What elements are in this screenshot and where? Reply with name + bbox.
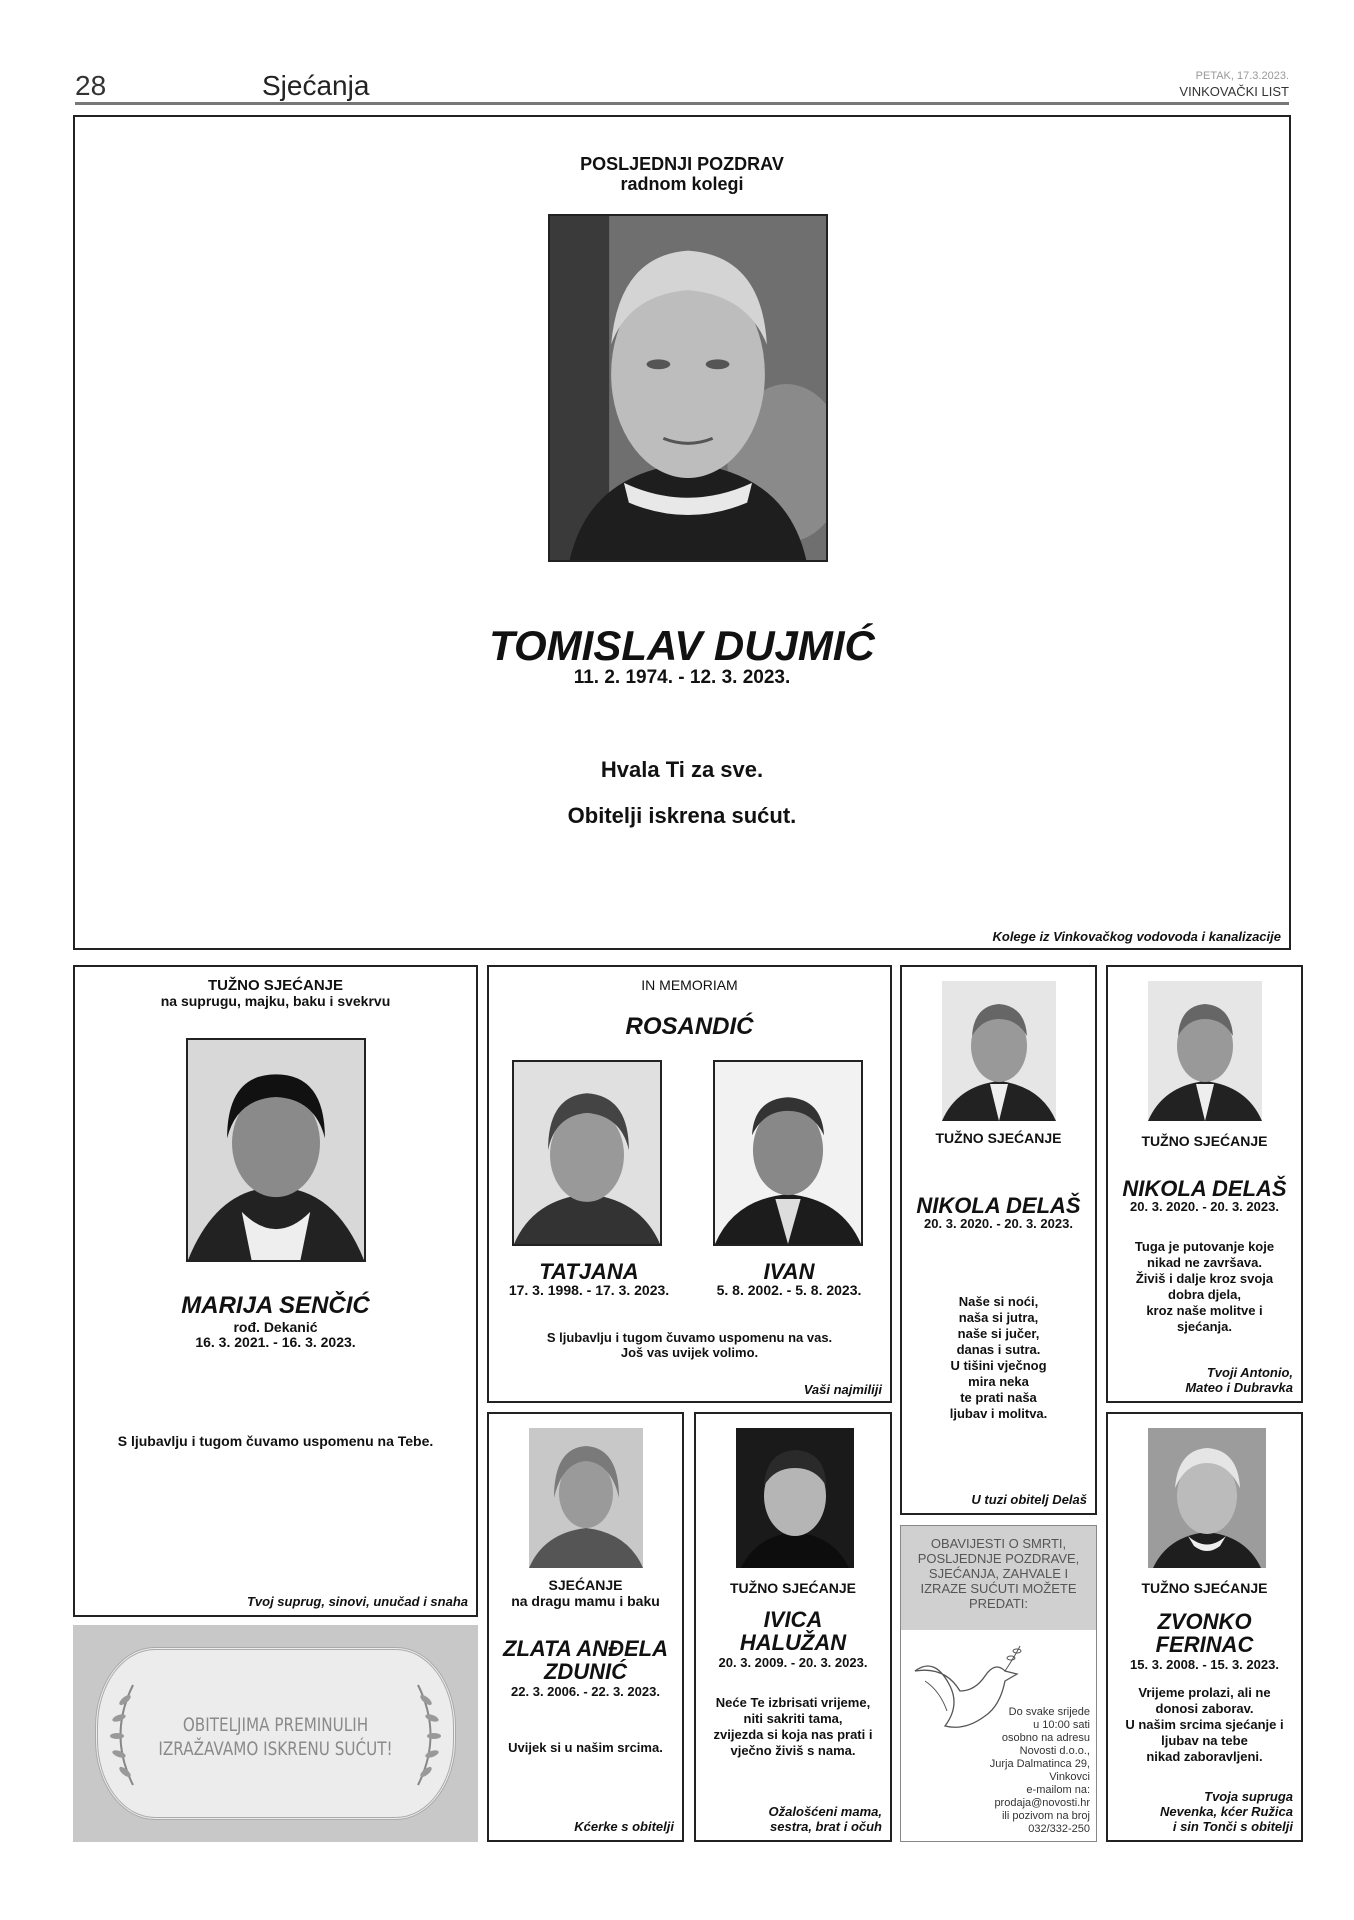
page-number: 28 bbox=[75, 70, 107, 101]
person2-name: IVAN bbox=[763, 1259, 815, 1284]
portrait-photo-tatjana bbox=[512, 1060, 662, 1246]
signature-line: Nevenka, kćer Ružica bbox=[1160, 1804, 1293, 1819]
deceased-name: NIKOLA DELAŠ bbox=[1122, 1176, 1287, 1201]
ad-body-line: ili pozivom na broj bbox=[1001, 1810, 1090, 1822]
poem-line: naša si jutra, bbox=[958, 1310, 1039, 1325]
person2-dates: 5. 8. 2002. - 5. 8. 2023. bbox=[716, 1282, 862, 1298]
notice-title: TUŽNO SJEĆANJE bbox=[729, 1580, 857, 1596]
header-rule bbox=[75, 102, 1289, 105]
ad-heading-line: PREDATI: bbox=[969, 1596, 1028, 1611]
life-dates: 22. 3. 2006. - 22. 3. 2023. bbox=[511, 1684, 660, 1699]
deceased-name: MARIJA SENČIĆ bbox=[181, 1292, 370, 1319]
obituary-zlata bbox=[487, 1412, 684, 1842]
poem-line: Tuga je putovanje koje bbox=[1134, 1239, 1275, 1254]
obituary-rosandic bbox=[487, 965, 892, 1403]
poem-line: vječno živiš s nama. bbox=[730, 1743, 856, 1758]
ad-body bbox=[990, 1706, 1090, 1836]
ad-heading-line: IZRAZE SUĆUTI MOŽETE bbox=[920, 1581, 1077, 1596]
ad-heading-line: POSLJEDNJE POZDRAVE, bbox=[917, 1551, 1080, 1566]
section-title: Sjećanja bbox=[262, 70, 370, 101]
life-dates: 20. 3. 2020. - 20. 3. 2023. bbox=[1130, 1199, 1279, 1214]
poem-line: kroz naše molitve i bbox=[1146, 1303, 1263, 1318]
poem-line: U našim srcima sjećanje i bbox=[1125, 1717, 1284, 1732]
condolence-banner bbox=[73, 1625, 478, 1842]
notice-title: IN MEMORIAM bbox=[641, 977, 738, 993]
memorial-text-line2: Još vas uvijek volimo. bbox=[620, 1345, 759, 1360]
memorial-poem bbox=[696, 1695, 890, 1759]
memorial-text-line1: S ljubavlju i tugom čuvamo uspomenu na vas. bbox=[546, 1330, 833, 1345]
main-obituary bbox=[73, 115, 1291, 950]
signature-line: Tvoji Antonio, bbox=[1206, 1365, 1293, 1380]
notice-title: TUŽNO SJEĆANJE bbox=[1141, 1580, 1268, 1596]
main-title: POSLJEDNJI POZDRAV bbox=[580, 154, 784, 174]
signature: Kćerke s obitelji bbox=[574, 1819, 674, 1834]
portrait-photo bbox=[186, 1038, 366, 1262]
life-dates: 15. 3. 2008. - 15. 3. 2023. bbox=[1130, 1657, 1279, 1672]
ad-body-line: Jurja Dalmatinca 29, bbox=[989, 1758, 1090, 1770]
deceased-name-line1: ZLATA ANĐELA bbox=[503, 1636, 668, 1661]
memorial-poem bbox=[1108, 1685, 1301, 1765]
memorial-text: Uvijek si u našim srcima. bbox=[508, 1740, 663, 1755]
issue-date: PETAK, 17.3.2023. bbox=[1195, 70, 1289, 82]
portrait-photo bbox=[736, 1428, 854, 1568]
message-line-2: Obitelji iskrena sućut. bbox=[567, 803, 797, 828]
banner-line-1: OBITELJIMA PREMINULIH bbox=[182, 1714, 369, 1736]
notice-title: TUŽNO SJEĆANJE bbox=[207, 977, 344, 994]
deceased-name-line2: FERINAC bbox=[1155, 1632, 1254, 1657]
ad-body-line: Do svake srijede bbox=[1008, 1706, 1090, 1718]
ad-body-line: Vinkovci bbox=[1049, 1771, 1090, 1783]
signature bbox=[1185, 1365, 1293, 1395]
person1-name: TATJANA bbox=[539, 1259, 639, 1284]
portrait-photo bbox=[548, 214, 828, 562]
death-notice-info-ad bbox=[900, 1525, 1097, 1842]
main-subtitle: radnom kolegi bbox=[620, 174, 744, 194]
deceased-name-line2: HALUŽAN bbox=[739, 1630, 847, 1655]
ad-body-line: e-mailom na: bbox=[1026, 1784, 1090, 1796]
signature-line: sestra, brat i očuh bbox=[770, 1819, 882, 1834]
poem-line: Neće Te izbrisati vrijeme, bbox=[715, 1695, 871, 1710]
signature-line: Tvoja supruga bbox=[1204, 1789, 1293, 1804]
signature-line: Ožalošćeni mama, bbox=[768, 1804, 882, 1819]
ad-phone: 032/332-250 bbox=[1028, 1823, 1090, 1835]
ad-heading-line: OBAVIJESTI O SMRTI, bbox=[930, 1536, 1067, 1551]
poem-line: Živiš i dalje kroz svoja bbox=[1135, 1271, 1274, 1286]
ad-body-line: u 10:00 sati bbox=[1033, 1719, 1090, 1731]
portrait-photo bbox=[942, 981, 1056, 1121]
poem-line: dobra djela, bbox=[1168, 1287, 1241, 1302]
poem-line: ljubav na tebe bbox=[1161, 1733, 1248, 1748]
person1-dates: 17. 3. 1998. - 17. 3. 2023. bbox=[508, 1282, 670, 1298]
portrait-photo bbox=[1148, 1428, 1266, 1568]
life-dates: 16. 3. 2021. - 16. 3. 2023. bbox=[195, 1334, 356, 1350]
ad-email: prodaja@novosti.hr bbox=[994, 1797, 1090, 1809]
publication-name: VINKOVAČKI LIST bbox=[1179, 84, 1289, 99]
obituary-ivica bbox=[694, 1412, 892, 1842]
portrait-photo bbox=[1148, 981, 1262, 1121]
signature bbox=[1160, 1789, 1293, 1834]
poem-line: zvijezda si koja nas prati i bbox=[713, 1727, 873, 1742]
banner-line-2: IZRAŽAVAMO ISKRENU SUĆUT! bbox=[158, 1738, 393, 1760]
ad-heading bbox=[901, 1526, 1096, 1630]
signature: U tuzi obitelj Delaš bbox=[971, 1492, 1087, 1507]
poem-line: sjećanja. bbox=[1177, 1319, 1232, 1334]
life-dates: 20. 3. 2009. - 20. 3. 2023. bbox=[718, 1655, 868, 1670]
poem-line: niti sakriti tama, bbox=[743, 1711, 843, 1726]
deceased-name: TOMISLAV DUJMIĆ bbox=[489, 622, 875, 669]
notice-subtitle: na dragu mamu i baku bbox=[511, 1593, 660, 1609]
signature-line: Mateo i Dubravka bbox=[1185, 1380, 1293, 1395]
family-surname: ROSANDIĆ bbox=[625, 1013, 754, 1040]
life-dates: 20. 3. 2020. - 20. 3. 2023. bbox=[924, 1216, 1073, 1231]
ad-body-line: Novosti d.o.o., bbox=[1019, 1745, 1090, 1757]
poem-line: te prati naša bbox=[960, 1390, 1037, 1405]
ad-body-line: osobno na adresu bbox=[1001, 1732, 1090, 1744]
signature-line: i sin Tonči s obitelji bbox=[1172, 1819, 1293, 1834]
notice-title: SJEĆANJE bbox=[548, 1577, 623, 1593]
deceased-name-line2: ZDUNIĆ bbox=[543, 1659, 628, 1684]
memorial-poem bbox=[1108, 1239, 1301, 1335]
signature: Tvoj suprug, sinovi, unučad i snaha bbox=[246, 1594, 468, 1609]
notice-title: TUŽNO SJEĆANJE bbox=[935, 1130, 1062, 1146]
signature: Kolege iz Vinkovačkog vodovoda i kanalizacije bbox=[992, 929, 1281, 944]
poem-line: naše si jučer, bbox=[957, 1326, 1040, 1341]
obituary-marija bbox=[73, 965, 478, 1617]
poem-line: nikad zaboravljeni. bbox=[1146, 1749, 1263, 1764]
poem-line: ljubav i molitva. bbox=[949, 1406, 1048, 1421]
poem-line: nikad ne završava. bbox=[1147, 1255, 1262, 1270]
obituary-nikola-2 bbox=[1106, 965, 1303, 1403]
message-line-1: Hvala Ti za sve. bbox=[600, 757, 764, 782]
poem-line: donosi zaborav. bbox=[1155, 1701, 1254, 1716]
portrait-photo bbox=[529, 1428, 643, 1568]
poem-line: Vrijeme prolazi, ali ne bbox=[1138, 1685, 1271, 1700]
memorial-text: S ljubavlju i tugom čuvamo uspomenu na Tebe. bbox=[117, 1433, 434, 1449]
notice-subtitle: na suprugu, majku, baku i svekrvu bbox=[160, 993, 391, 1009]
life-dates: 11. 2. 1974. - 12. 3. 2023. bbox=[573, 667, 791, 688]
deceased-name: NIKOLA DELAŠ bbox=[916, 1193, 1081, 1218]
deceased-name-line1: ZVONKO bbox=[1157, 1609, 1252, 1634]
memorial-poem bbox=[902, 1294, 1095, 1422]
signature bbox=[769, 1804, 882, 1834]
deceased-name-line1: IVICA bbox=[763, 1607, 823, 1632]
ad-heading-line: SJEĆANJA, ZAHVALE I bbox=[928, 1566, 1069, 1581]
poem-line: danas i sutra. bbox=[956, 1342, 1041, 1357]
portrait-photo-ivan bbox=[713, 1060, 863, 1246]
signature: Vaši najmiliji bbox=[803, 1382, 882, 1397]
obituary-nikola-1 bbox=[900, 965, 1097, 1515]
maiden-name: rođ. Dekanić bbox=[233, 1319, 318, 1335]
poem-line: mira neka bbox=[968, 1374, 1029, 1389]
poem-line: U tišini vječnog bbox=[950, 1358, 1047, 1373]
notice-title: TUŽNO SJEĆANJE bbox=[1141, 1133, 1268, 1149]
poem-line: Naše si noći, bbox=[958, 1294, 1039, 1309]
obituary-zvonko bbox=[1106, 1412, 1303, 1842]
